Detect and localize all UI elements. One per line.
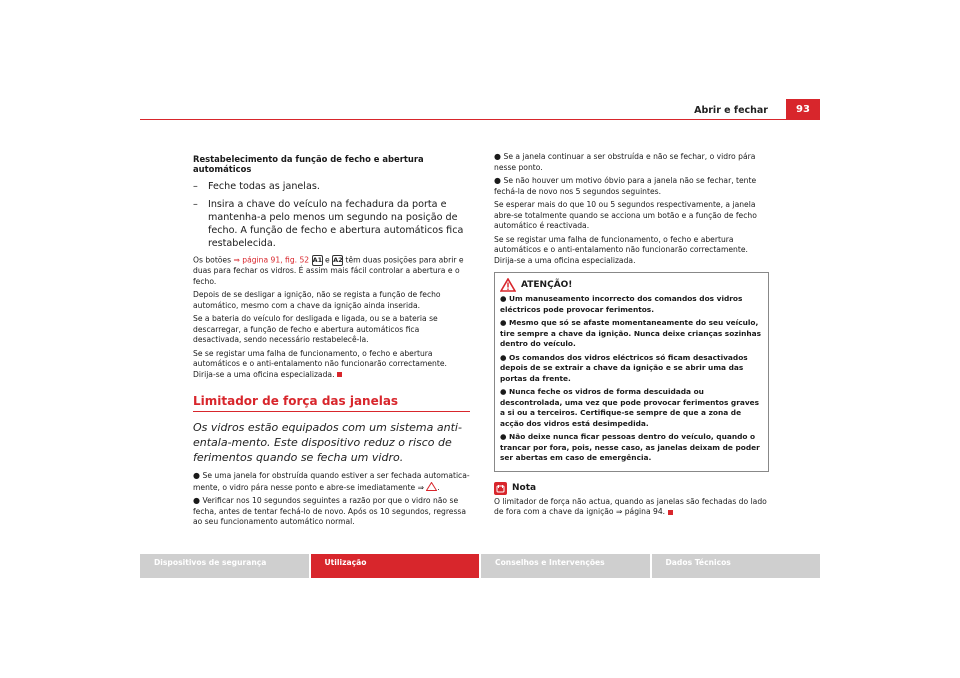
bullet-icon: ● (494, 176, 504, 185)
footer-tabs (140, 554, 820, 578)
bullet-4-text: Se não houver um motivo óbvio para a janela não se fechar, tente fechá-la de novo nos 5 segundos seguintes. (494, 176, 757, 196)
bullet-icon: ● (500, 294, 510, 303)
footer-tab-technical-data[interactable]: Dados Técnicos (652, 554, 821, 578)
p1-and: e (322, 255, 333, 265)
p4-text: Se se registar uma falha de funcionamento, o fecho e abertura automáticos e o anti-entalamento não funcionarão correctamente. Dirija-se a uma oficina especializada. (193, 348, 447, 379)
end-of-section-marker (337, 372, 342, 377)
bullet-3 (494, 152, 769, 173)
bullet-4 (494, 176, 769, 197)
warning-item-text: Mesmo que só se afaste momentaneamente do seu veículo, tire sempre a chave da ignição. Nunca deixe crianças sozinhas dentro do veículo. (500, 318, 762, 348)
paragraph-battery: Se a bateria do veículo for desligada e ligada, ou se a bateria se descarregar, a função de fecho e abertura automáticos fica desactivada, sendo necessário restabelecê-la. (193, 314, 438, 344)
bullet-icon: ● (494, 152, 504, 161)
paragraph-malfunction-2: Se se registar uma falha de funcionamento, o fecho e abertura automáticos e o anti-entalamento não funcionarão correctamente. Dirija-se a uma oficina especializada. (494, 234, 748, 265)
note-title: Nota (512, 483, 537, 493)
note-text-content: O limitador de força não actua, quando as janelas são fechadas do lado de fora com a chave da ignição ⇒ página 94. (494, 496, 767, 516)
dash: – (193, 199, 198, 210)
bullet-icon: ● (193, 471, 203, 480)
warning-item (500, 294, 763, 315)
paragraph-wait-time: Se esperar mais do que 10 ou 5 segundos respectivamente, a janela abre-se totalmente quando se acciona um botão e a função de fecho automático é reactivada. (494, 200, 757, 230)
warning-item (500, 318, 763, 350)
step-1 (193, 180, 470, 193)
warning-item-text: Não deixe nunca ficar pessoas dentro do veículo, quando o trancar por fora, pois, nesse caso, as janelas deixam de poder ser abertas em caso de emergência. (500, 432, 760, 462)
warning-item-text: Um manuseamento incorrecto dos comandos dos vidros eléctricos pode provocar ferimentos. (500, 294, 743, 314)
warning-title: ATENÇÃO! (521, 280, 573, 290)
section-rule (193, 411, 470, 412)
callout-a2-icon: A2 (333, 256, 343, 264)
bullet-1 (193, 471, 470, 493)
section-heading-force-limiter: Limitador de força das janelas (193, 394, 399, 408)
bullet-2 (193, 496, 470, 528)
p1-prefix: Os botões (193, 255, 234, 265)
p1-suffix: têm duas posições para abrir e duas para fechar os vidros. É assim mais fácil controlar a abertura e o fecho. (193, 255, 464, 286)
right-column (494, 152, 769, 521)
warning-header (495, 273, 763, 294)
note-text (494, 497, 769, 518)
step-1-text: Feche todas as janelas. (208, 181, 320, 192)
paragraph-malfunction (193, 349, 470, 381)
warning-item (500, 432, 763, 464)
left-column (193, 152, 470, 531)
bullet-3-text: Se a janela continuar a ser obstruída e não se fechar, o vidro pára nesse ponto. (494, 152, 756, 172)
footer-tab-operation[interactable]: Utilização (311, 554, 480, 578)
note-icon (494, 482, 507, 495)
warning-item (500, 353, 763, 385)
dash: – (193, 181, 198, 192)
warning-item-text: Nunca feche os vidros de forma descuidada ou descontrolada, uma vez que pode provocar ferimentos graves a si ou a terceiros. Certifique-se sempre de que a zona de acção dos vidros está desimpedida. (500, 387, 760, 428)
page-number: 93 (786, 99, 820, 119)
bullet-1-end: . (437, 482, 440, 492)
bullet-icon: ● (500, 352, 510, 362)
subheading-restore: Restabelecimento da função de fecho e abertura automáticos (193, 154, 424, 174)
section-intro: Os vidros estão equipados com um sistema anti-entala-mento. Este dispositivo reduz o risco de ferimentos quando se fecha um vidro. (193, 421, 462, 464)
warning-triangle-icon (495, 278, 521, 292)
step-2-text: Insira a chave do veículo na fechadura da porta e mantenha-a pelo menos um segundo na posição de fecho. A função de fecho e abertura automáticos fica restabelecida. (208, 199, 464, 249)
page-reference-link[interactable]: ⇒ página 91, fig. 52 (233, 255, 310, 265)
running-header-title: Abrir e fechar (694, 105, 768, 116)
paragraph-ignition: Depois de se desligar a ignição, não se regista a função de fecho automático, mesmo com a chave da ignição ainda inserida. (193, 290, 441, 310)
bullet-icon: ● (193, 496, 203, 505)
step-2 (193, 198, 470, 250)
bullet-icon: ● (500, 432, 510, 441)
end-of-section-marker (668, 510, 673, 515)
warning-box (494, 272, 769, 472)
callout-a1-icon: A1 (312, 256, 323, 264)
header-rule (140, 119, 820, 120)
warning-item-text: Os comandos dos vidros eléctricos só ficam desactivados depois de se extrair a chave da ignição e se abrir uma das portas da frente. (500, 352, 748, 383)
warning-item (500, 387, 763, 429)
warning-triangle-icon (426, 482, 440, 492)
bullet-2-text: Verificar nos 10 segundos seguintes a razão por que o vidro não se fecha, antes de tentar fechá-lo de novo. Após os 10 segundos, regressa ao seu funcionamento automático normal. (193, 496, 467, 526)
footer-tab-advice[interactable]: Conselhos e Intervenções (481, 554, 650, 578)
paragraph-buttons (193, 255, 470, 287)
bullet-icon: ● (500, 318, 510, 327)
note-header (494, 482, 769, 495)
bullet-icon: ● (500, 387, 510, 396)
footer-tab-safety[interactable]: Dispositivos de segurança (140, 554, 309, 578)
bullet-1-text: Se uma janela for obstruída quando estiver a ser fechada automatica-mente, o vidro pára nesse ponto e abre-se imediatamente ⇒ (193, 471, 470, 492)
